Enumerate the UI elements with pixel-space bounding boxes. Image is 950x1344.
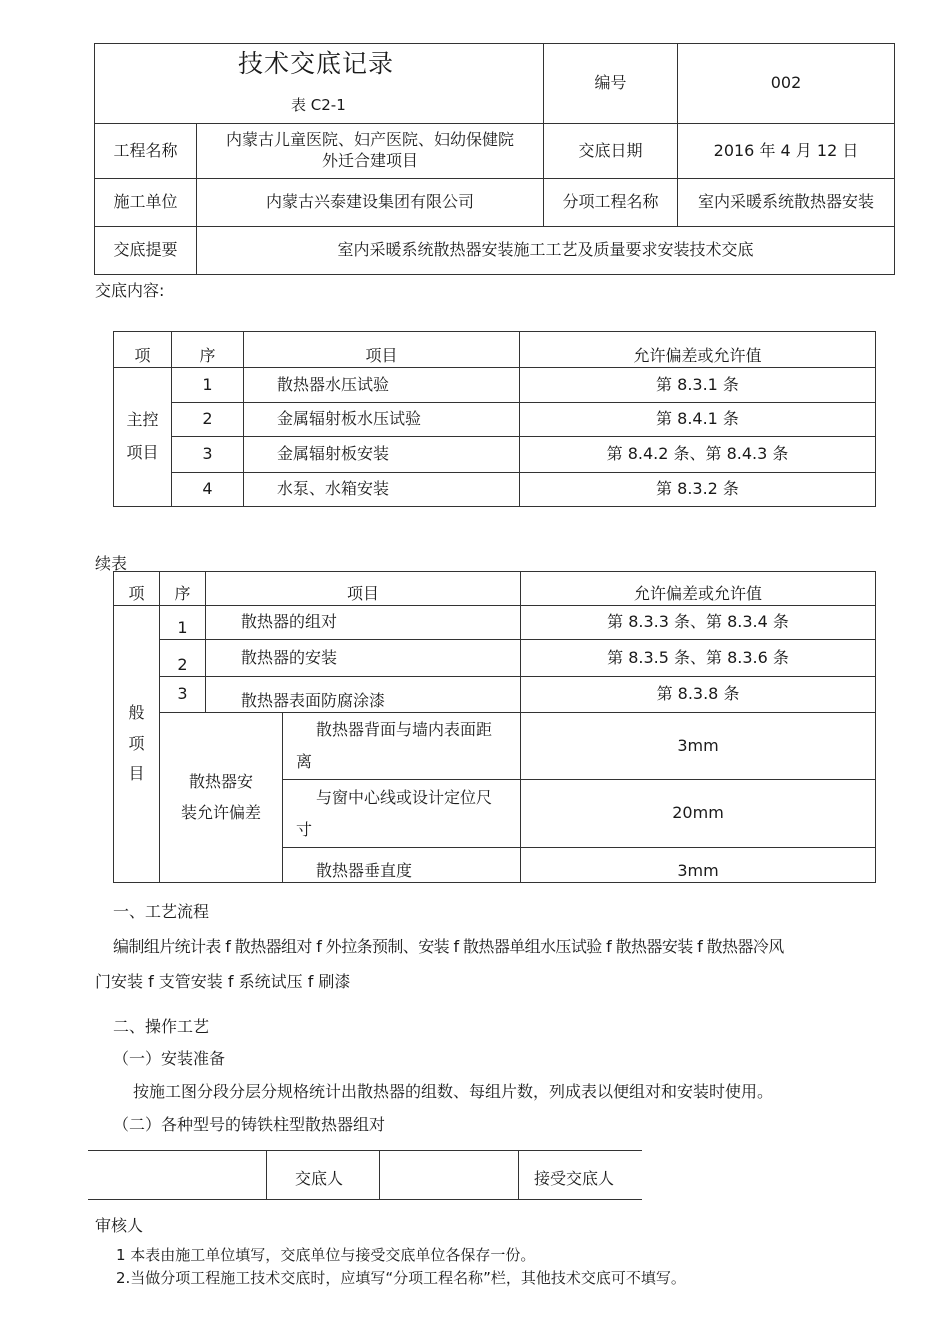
divider <box>379 1151 380 1199</box>
subrow-item <box>283 713 521 780</box>
row-no: 2 <box>172 403 244 437</box>
section-1-flow-line-1: 编制组片统计表 f 散热器组对 f 外拉条预制、安装 f 散热器单组水压试验 f 散热器安装 f 散热器冷风 <box>113 937 784 956</box>
unit-value: 内蒙古兴泰建设集团有限公司 <box>197 179 544 227</box>
col-header-value: 允许偏差或允许值 <box>521 572 876 606</box>
row-value: 第 8.4.2 条、第 8.4.3 条 <box>520 437 876 473</box>
general-items-table <box>113 571 876 883</box>
row-item: 金属辐射板安装 <box>244 437 520 473</box>
col-header-no: 序 <box>160 572 206 606</box>
content-label: 交底内容: <box>95 281 165 300</box>
header-table <box>94 43 895 275</box>
col-header-no: 序 <box>172 332 244 368</box>
subrow-value: 3mm <box>521 848 876 883</box>
group-line-3: 目 <box>128 764 145 784</box>
section-1-title: 一、工艺流程 <box>113 902 210 921</box>
row-item: 水泵、水箱安装 <box>244 473 520 507</box>
subrow-item-line-1: 与窗中心线或设计定位尺 <box>316 787 493 807</box>
subproject-value: 室内采暖系统散热器安装 <box>678 179 895 227</box>
row-item: 散热器的组对 <box>206 606 521 640</box>
number-value: 002 <box>678 44 895 124</box>
section-2-2-title: （二）各种型号的铸铁柱型散热器组对 <box>113 1115 386 1134</box>
row-value: 第 8.3.1 条 <box>520 368 876 403</box>
group-general <box>114 606 160 883</box>
section-2-1-text: 按施工图分段分层分规格统计出散热器的组数、每组片数，列成表以便组对和安装时使用。 <box>133 1082 774 1101</box>
col-header-item: 项目 <box>206 572 521 606</box>
col-header-category: 项 <box>114 332 172 368</box>
date-label: 交底日期 <box>544 124 678 179</box>
main-items-table <box>113 331 876 507</box>
row-no: 3 <box>172 437 244 473</box>
group-line-2: 项目 <box>126 443 159 462</box>
receiver-label: 接受交底人 <box>534 1169 615 1188</box>
col-header-item: 项目 <box>244 332 520 368</box>
row-value: 第 8.3.3 条、第 8.3.4 条 <box>521 606 876 640</box>
row-value: 第 8.4.1 条 <box>520 403 876 437</box>
subgroup-line-2: 装允许偏差 <box>180 802 261 822</box>
unit-label: 施工单位 <box>95 179 197 227</box>
group-line-2: 项 <box>128 733 145 753</box>
continued-label: 续表 <box>95 554 128 573</box>
row-item: 散热器表面防腐涂漆 <box>206 677 521 713</box>
subgroup-line-1: 散热器安 <box>188 771 253 791</box>
subrow-item: 散热器垂直度 <box>283 848 521 883</box>
signature-strip <box>88 1150 642 1200</box>
row-item: 散热器水压试验 <box>244 368 520 403</box>
row-item: 散热器的安装 <box>206 640 521 677</box>
title-cell <box>95 44 544 124</box>
subrow-value: 20mm <box>521 780 876 848</box>
group-line-1: 般 <box>128 702 145 722</box>
giver-label: 交底人 <box>295 1169 344 1188</box>
row-value: 第 8.3.5 条、第 8.3.6 条 <box>521 640 876 677</box>
subrow-value: 3mm <box>521 713 876 780</box>
subproject-label: 分项工程名称 <box>544 179 678 227</box>
row-no: 4 <box>172 473 244 507</box>
col-header-category: 项 <box>114 572 160 606</box>
divider <box>266 1151 267 1199</box>
project-label: 工程名称 <box>95 124 197 179</box>
row-no: 1 <box>172 368 244 403</box>
subgroup-install-tolerance <box>160 713 283 883</box>
section-2-1-title: （一）安装准备 <box>113 1049 226 1068</box>
project-line-1: 内蒙古儿童医院、妇产医院、妇幼保健院 <box>225 130 514 150</box>
divider <box>518 1151 519 1199</box>
group-main-control <box>114 368 172 507</box>
section-1-flow-line-2: 门安装 f 支管安装 f 系统试压 f 刷漆 <box>95 972 351 991</box>
page-title: 技术交底记录 <box>238 49 395 78</box>
row-value: 第 8.3.8 条 <box>521 677 876 713</box>
project-line-2: 外迁合建项目 <box>321 151 418 170</box>
row-no: 1 <box>160 606 206 640</box>
row-value: 第 8.3.2 条 <box>520 473 876 507</box>
date-value: 2016 年 4 月 12 日 <box>678 124 895 179</box>
note-1: 1 本表由施工单位填写，交底单位与接受交底单位各保存一份。 <box>116 1246 536 1264</box>
col-header-value: 允许偏差或允许值 <box>520 332 876 368</box>
subrow-item-line-1: 散热器背面与墙内表面距 <box>316 720 493 739</box>
row-item: 金属辐射板水压试验 <box>244 403 520 437</box>
summary-value: 室内采暖系统散热器安装施工工艺及质量要求安装技术交底 <box>197 227 895 275</box>
note-2: 2.当做分项工程施工技术交底时，应填写“分项工程名称”栏，其他技术交底可不填写。 <box>116 1269 686 1287</box>
subrow-item <box>283 780 521 848</box>
project-name <box>197 124 544 179</box>
form-number: 表 C2-1 <box>291 96 346 114</box>
group-line-1: 主控 <box>126 410 159 430</box>
subrow-item-line-2: 离 <box>296 752 313 771</box>
row-no: 3 <box>160 677 206 713</box>
reviewer-label: 审核人 <box>95 1216 144 1235</box>
number-label: 编号 <box>544 44 678 124</box>
summary-label: 交底提要 <box>95 227 197 275</box>
subrow-item-line-2: 寸 <box>296 819 313 839</box>
row-no: 2 <box>160 640 206 677</box>
section-2-title: 二、操作工艺 <box>113 1017 210 1036</box>
